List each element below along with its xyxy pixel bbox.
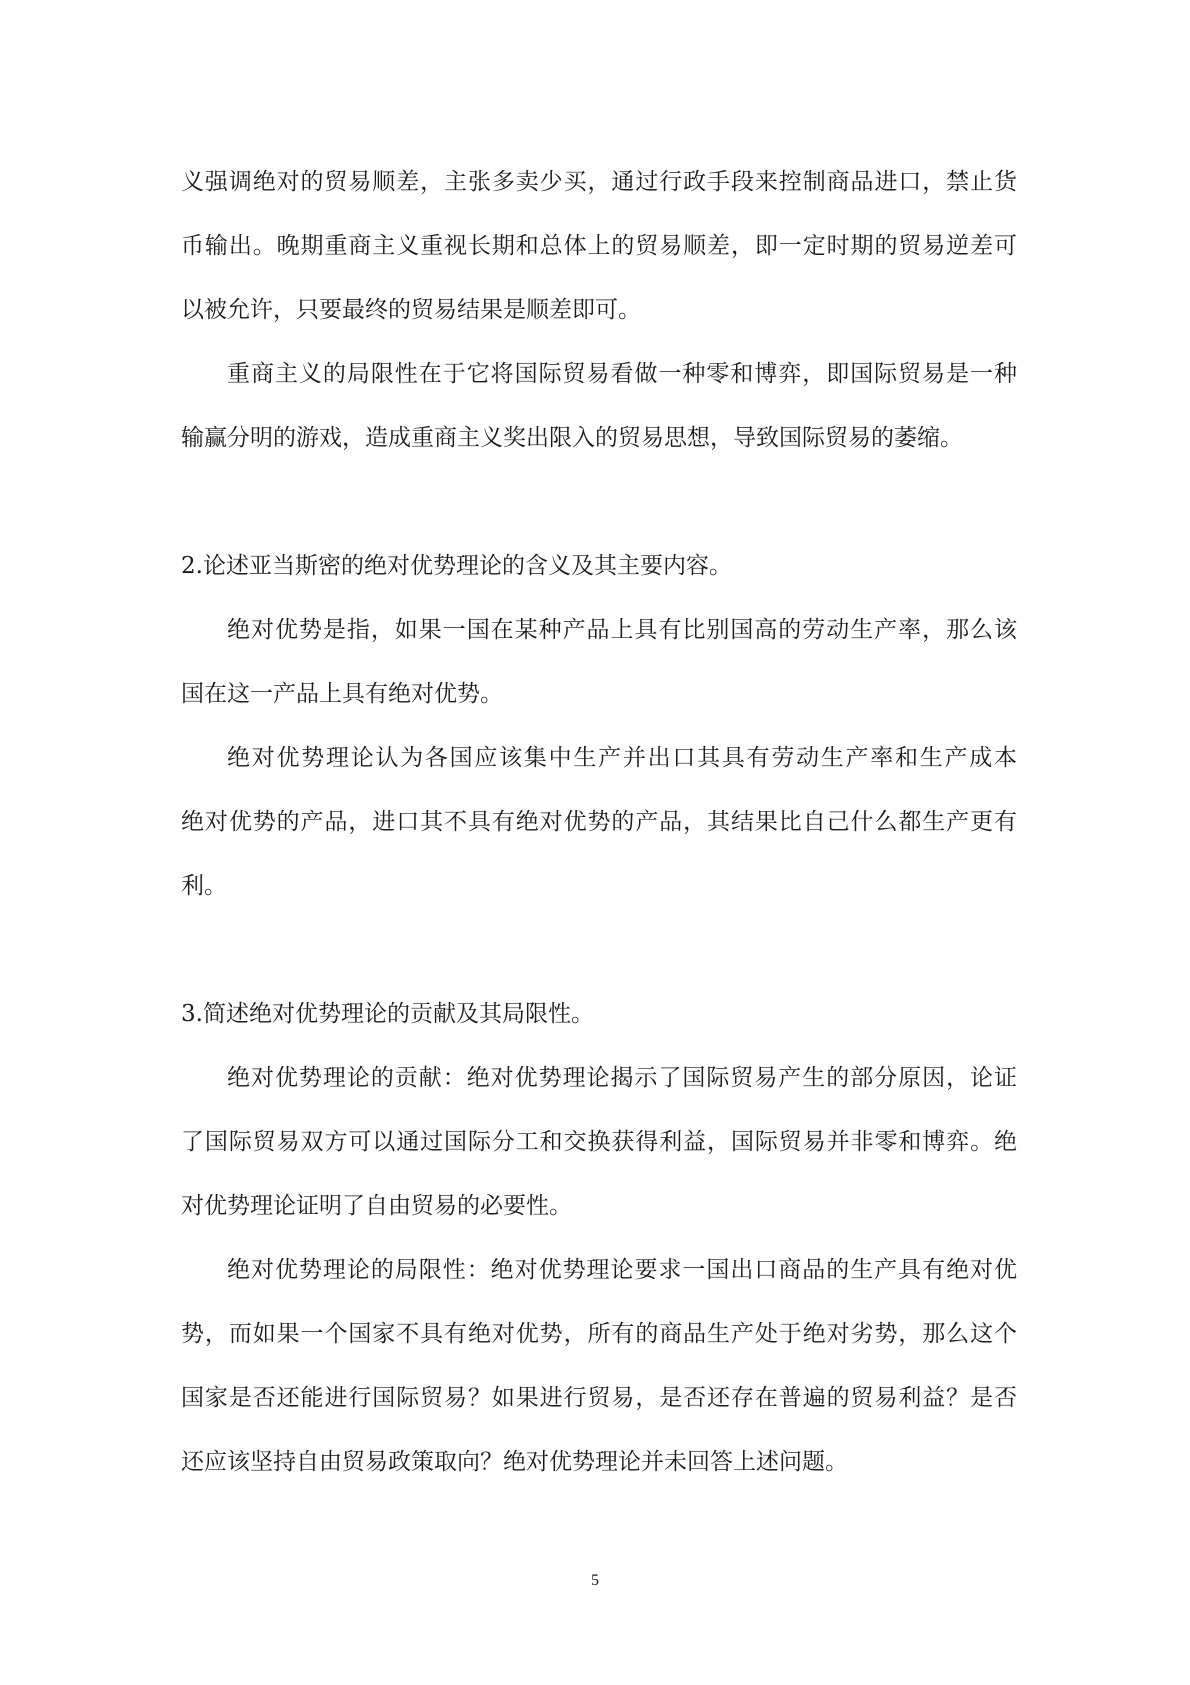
- text-line: 币输出。晚期重商主义重视长期和总体上的贸易顺差，即一定时期的贸易逆差可: [181, 233, 1017, 259]
- text-line: 国家是否还能进行国际贸易？如果进行贸易，是否还存在普遍的贸易利益？是否: [181, 1385, 1017, 1411]
- text-line: 绝对优势的产品，进口其不具有绝对优势的产品，其结果比自己什么都生产更有: [181, 809, 1017, 835]
- text-line: 以被允许，只要最终的贸易结果是顺差即可。: [181, 297, 641, 323]
- question-heading-3: 3.简述绝对优势理论的贡献及其局限性。: [181, 1001, 594, 1027]
- text-line: 重商主义的局限性在于它将国际贸易看做一种零和博弈，即国际贸易是一种: [227, 361, 1017, 387]
- text-line: 绝对优势理论的局限性：绝对优势理论要求一国出口商品的生产具有绝对优: [227, 1257, 1017, 1283]
- answer-2-paragraph-1: [181, 598, 1017, 726]
- text-line: 绝对优势理论的贡献：绝对优势理论揭示了国际贸易产生的部分原因，论证: [227, 1065, 1017, 1091]
- text-line: 输赢分明的游戏，造成重商主义奖出限入的贸易思想，导致国际贸易的萎缩。: [181, 425, 963, 451]
- paragraph-mercantilism-limitations: [181, 342, 1017, 470]
- text-line: 绝对优势是指，如果一国在某种产品上具有比别国高的劳动生产率，那么该: [227, 617, 1017, 643]
- text-line: 还应该坚持自由贸易政策取向？绝对优势理论并未回答上述问题。: [181, 1449, 848, 1475]
- text-line: 对优势理论证明了自由贸易的必要性。: [181, 1193, 572, 1219]
- text-line: 势，而如果一个国家不具有绝对优势，所有的商品生产处于绝对劣势，那么这个: [181, 1321, 1017, 1347]
- page-body: [181, 150, 1017, 1494]
- text-line: 利。: [181, 873, 227, 899]
- question-heading-2: 2.论述亚当斯密的绝对优势理论的含义及其主要内容。: [181, 553, 732, 579]
- answer-3-paragraph-2: [181, 1238, 1017, 1494]
- text-line: 国在这一产品上具有绝对优势。: [181, 681, 503, 707]
- answer-2-paragraph-2: [181, 726, 1017, 918]
- text-line: 绝对优势理论认为各国应该集中生产并出口其具有劳动生产率和生产成本: [227, 745, 1017, 771]
- paragraph-mercantilism-continued: [181, 150, 1017, 342]
- text-line: 义强调绝对的贸易顺差，主张多卖少买，通过行政手段来控制商品进口，禁止货: [181, 169, 1017, 195]
- spacer: [181, 470, 1017, 534]
- answer-3-paragraph-1: [181, 1046, 1017, 1238]
- page-number: 5: [591, 1572, 599, 1589]
- spacer: [181, 918, 1017, 982]
- text-line: 了国际贸易双方可以通过国际分工和交换获得利益，国际贸易并非零和博弈。绝: [181, 1129, 1017, 1155]
